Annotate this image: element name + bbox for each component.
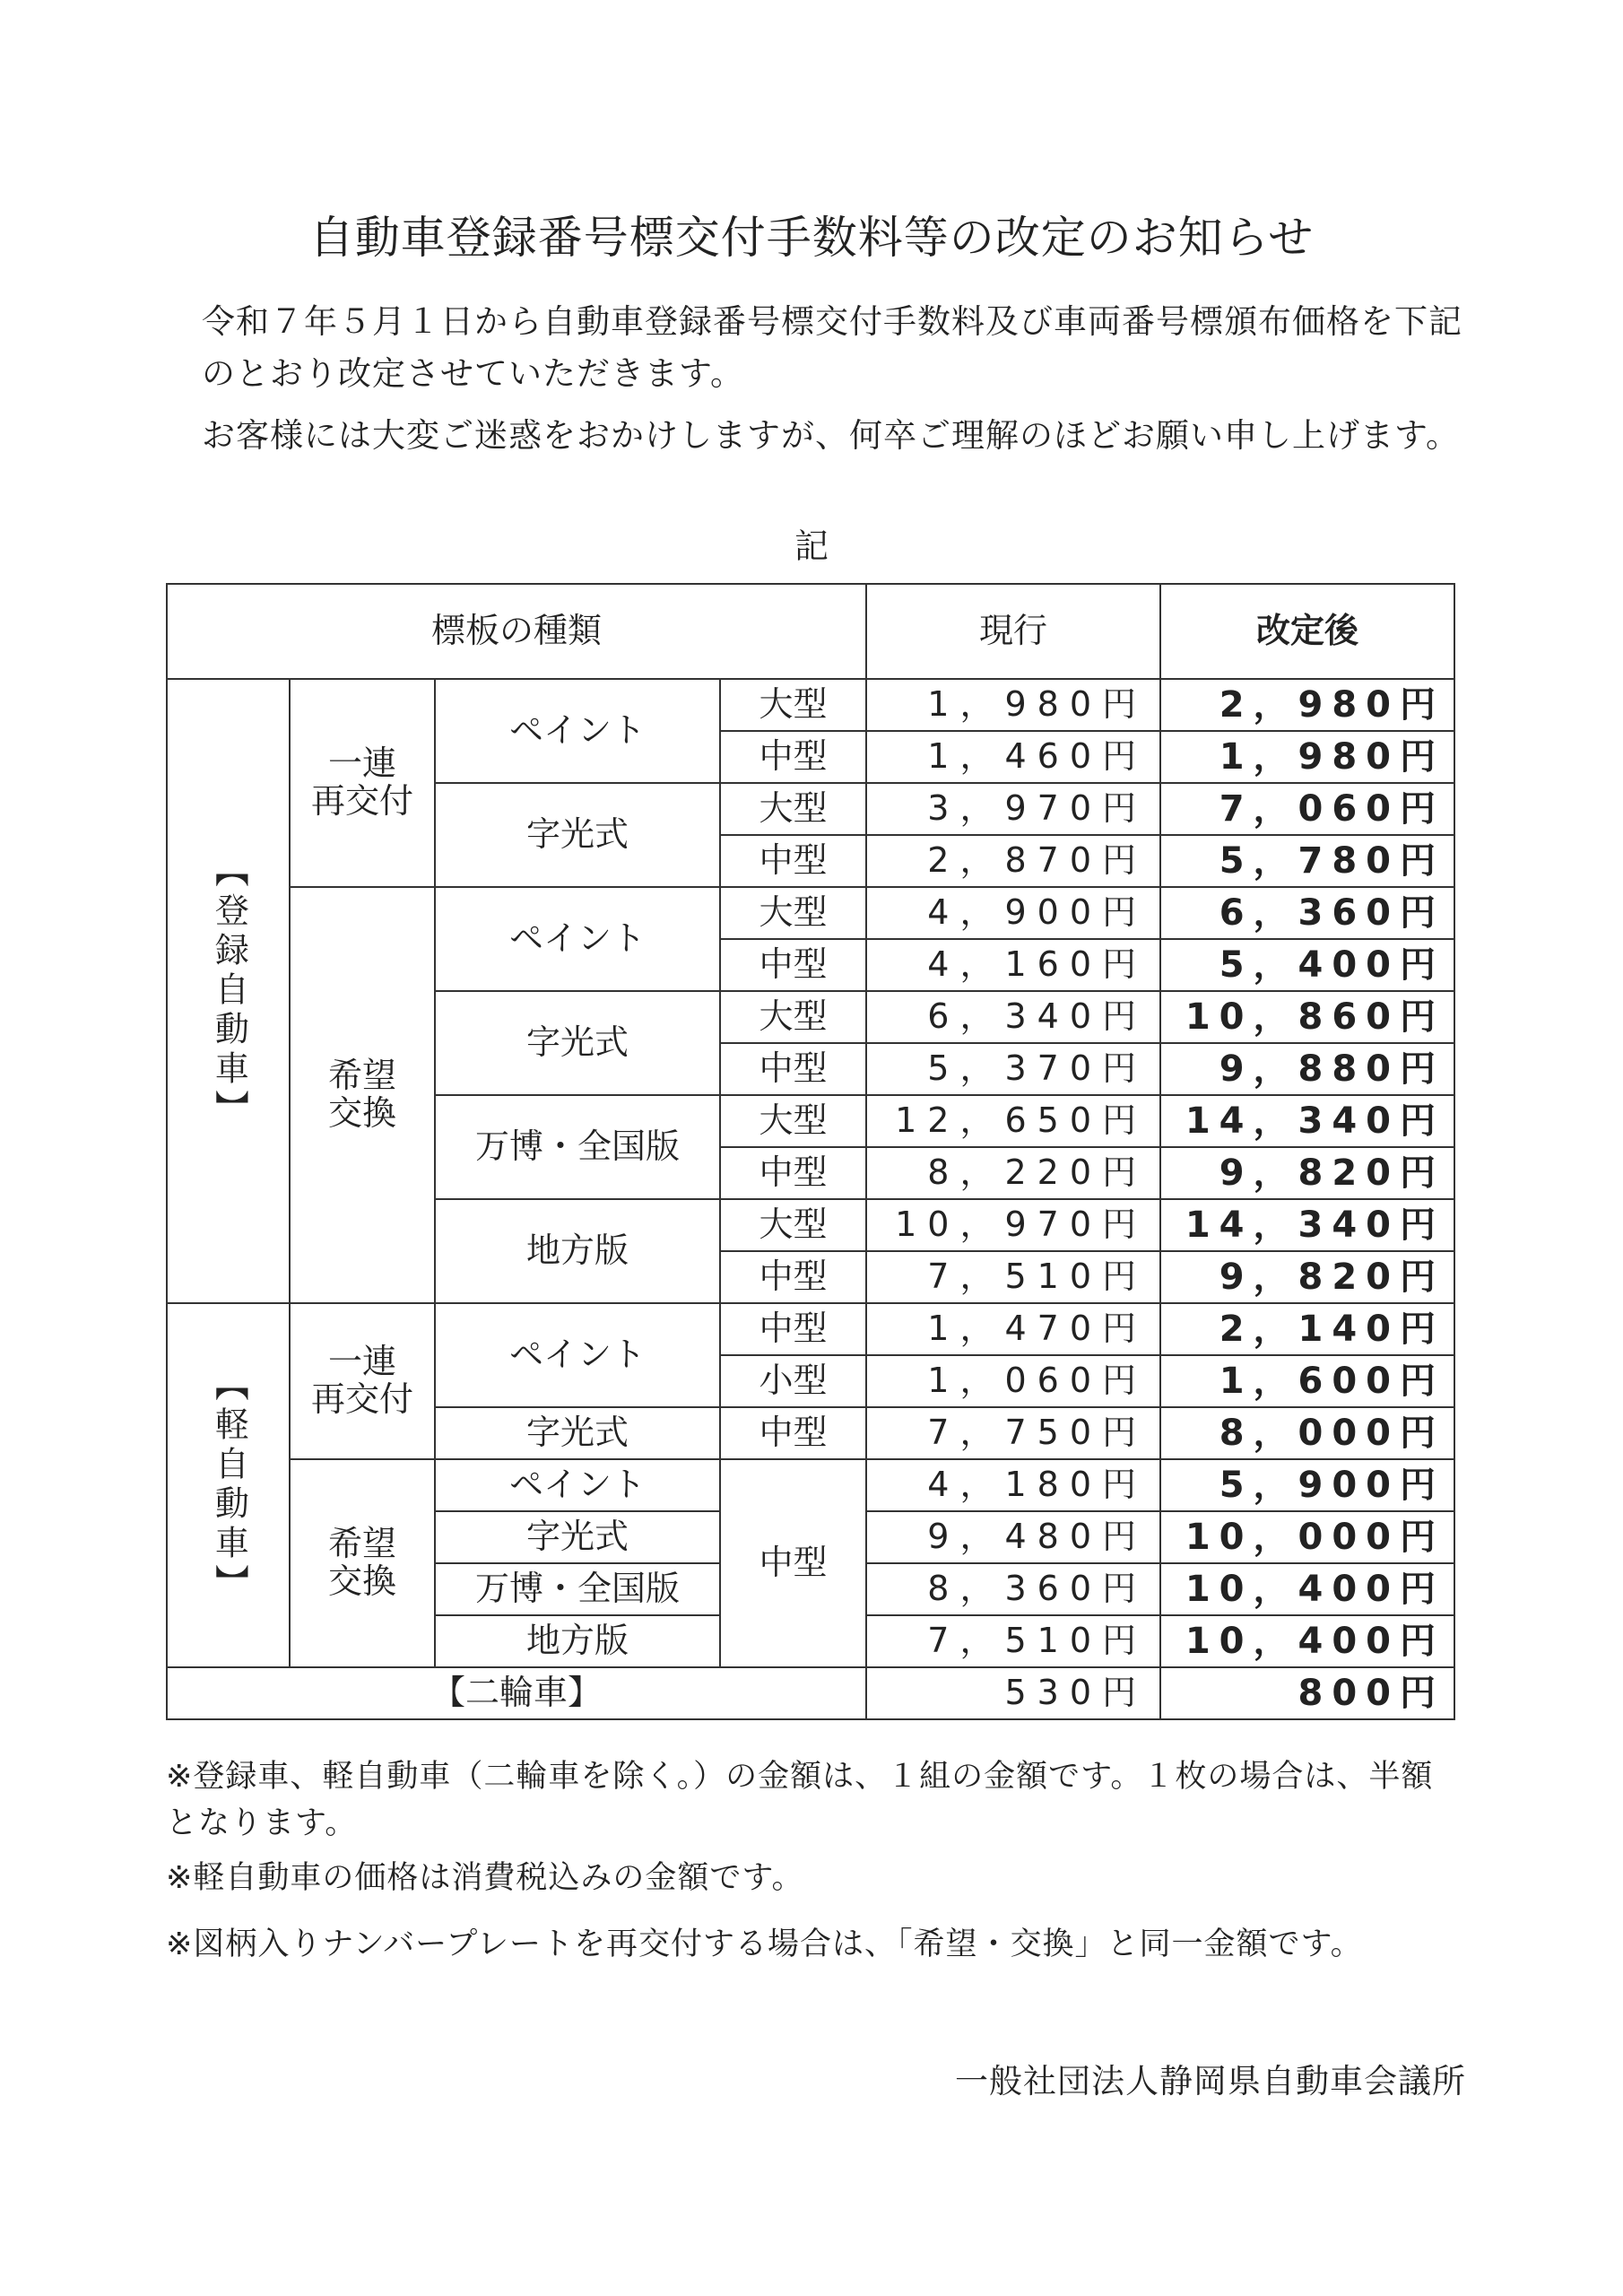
header-current: 現行 [866, 584, 1160, 679]
table-row [167, 1459, 1454, 1511]
kind-paint: ペイント [435, 1459, 720, 1511]
kind-jikou: 字光式 [435, 991, 720, 1095]
revised-price: 9，820円 [1160, 1147, 1454, 1199]
kind-chihou: 地方版 [435, 1199, 720, 1303]
size-label: 中型 [720, 1407, 866, 1459]
group-kei: 【軽自動車】 [167, 1303, 290, 1667]
size-label: 中型 [720, 731, 866, 783]
current-price: 2，870円 [866, 835, 1160, 887]
subgroup-reissue: 一連 再交付 [290, 679, 435, 887]
kind-jikou: 字光式 [435, 1407, 720, 1459]
revised-price: 5，400円 [1160, 939, 1454, 991]
current-price: 12，650円 [866, 1095, 1160, 1147]
table-row [167, 887, 1454, 939]
revised-price: 10，000円 [1160, 1511, 1454, 1563]
fee-table [166, 583, 1455, 1720]
table-row [167, 679, 1454, 731]
current-price: 1，470円 [866, 1303, 1160, 1355]
intro-paragraph: 令和７年５月１日から自動車登録番号標交付手数料及び車両番号標頒布価格を下記のとおり改定させていただきます。 [202, 302, 1462, 393]
current-price: 1，460円 [866, 731, 1160, 783]
note-set-price: ※登録車、軽自動車（二輪車を除く。）の金額は、１組の金額です。１枚の場合は、半額となります。 [166, 1759, 1434, 1841]
revised-price: 5，780円 [1160, 835, 1454, 887]
size-label: 大型 [720, 1095, 866, 1147]
organization-name: 一般社団法人静岡県自動車会議所 [955, 2062, 1466, 2100]
size-label: 中型 [720, 1043, 866, 1095]
group-motorcycle: 【二輪車】 [167, 1667, 866, 1719]
kind-jikou: 字光式 [435, 783, 720, 887]
size-label: 大型 [720, 887, 866, 939]
table-header-row [167, 584, 1454, 679]
current-price: 3，970円 [866, 783, 1160, 835]
size-label: 中型 [720, 939, 866, 991]
page-title: 自動車登録番号標交付手数料等の改定のお知らせ [308, 212, 1315, 264]
size-label: 中型 [720, 1251, 866, 1303]
current-price: 530円 [866, 1667, 1160, 1719]
note-tax: ※軽自動車の価格は消費税込みの金額です。 [166, 1860, 804, 1896]
size-label: 大型 [720, 783, 866, 835]
size-label: 中型 [720, 1303, 866, 1355]
size-label: 中型 [720, 1459, 866, 1667]
revised-price: 6，360円 [1160, 887, 1454, 939]
current-price: 7，510円 [866, 1615, 1160, 1667]
revised-price: 9，880円 [1160, 1043, 1454, 1095]
revised-price: 10，400円 [1160, 1563, 1454, 1615]
header-revised: 改定後 [1160, 584, 1454, 679]
revised-price: 14，340円 [1160, 1199, 1454, 1251]
revised-price: 8，000円 [1160, 1407, 1454, 1459]
kind-chihou: 地方版 [435, 1615, 720, 1667]
revised-price: 1，600円 [1160, 1355, 1454, 1407]
current-price: 9，480円 [866, 1511, 1160, 1563]
kind-paint: ペイント [435, 1303, 720, 1407]
revised-price: 7，060円 [1160, 783, 1454, 835]
subgroup-reissue: 一連 再交付 [290, 1303, 435, 1459]
current-price: 8，360円 [866, 1563, 1160, 1615]
group-registered: 【登録自動車】 [167, 679, 290, 1303]
current-price: 5，370円 [866, 1043, 1160, 1095]
table-row [167, 1303, 1454, 1355]
revised-price: 2，140円 [1160, 1303, 1454, 1355]
kind-paint: ペイント [435, 679, 720, 783]
current-price: 7，510円 [866, 1251, 1160, 1303]
current-price: 6，340円 [866, 991, 1160, 1043]
size-label: 大型 [720, 991, 866, 1043]
revised-price: 9，820円 [1160, 1251, 1454, 1303]
kind-banpaku: 万博・全国版 [435, 1563, 720, 1615]
current-price: 4，160円 [866, 939, 1160, 991]
apology-paragraph: お客様には大変ご迷惑をおかけしますが、何卒ご理解のほどお願い申し上げます。 [202, 416, 1461, 455]
kind-paint: ペイント [435, 887, 720, 991]
revised-price: 10，400円 [1160, 1615, 1454, 1667]
current-price: 1，980円 [866, 679, 1160, 731]
current-price: 4，900円 [866, 887, 1160, 939]
header-type: 標板の種類 [167, 584, 866, 679]
size-label: 大型 [720, 679, 866, 731]
subgroup-kibou: 希望 交換 [290, 1459, 435, 1667]
current-price: 7，750円 [866, 1407, 1160, 1459]
revised-price: 14，340円 [1160, 1095, 1454, 1147]
revised-price: 10，860円 [1160, 991, 1454, 1043]
revised-price: 2，980円 [1160, 679, 1454, 731]
revised-price: 5，900円 [1160, 1459, 1454, 1511]
kind-banpaku: 万博・全国版 [435, 1095, 720, 1199]
subgroup-kibou: 希望 交換 [290, 887, 435, 1303]
size-label: 小型 [720, 1355, 866, 1407]
current-price: 8，220円 [866, 1147, 1160, 1199]
current-price: 1，060円 [866, 1355, 1160, 1407]
size-label: 中型 [720, 835, 866, 887]
current-price: 4，180円 [866, 1459, 1160, 1511]
note-design-plate: ※図柄入りナンバープレートを再交付する場合は、「希望・交換」と同一金額です。 [166, 1926, 1363, 1962]
current-price: 10，970円 [866, 1199, 1160, 1251]
size-label: 大型 [720, 1199, 866, 1251]
size-label: 中型 [720, 1147, 866, 1199]
revised-price: 800円 [1160, 1667, 1454, 1719]
revised-price: 1，980円 [1160, 731, 1454, 783]
ki-heading: 記 [794, 526, 829, 566]
kind-jikou: 字光式 [435, 1511, 720, 1563]
table-row [167, 1667, 1454, 1719]
